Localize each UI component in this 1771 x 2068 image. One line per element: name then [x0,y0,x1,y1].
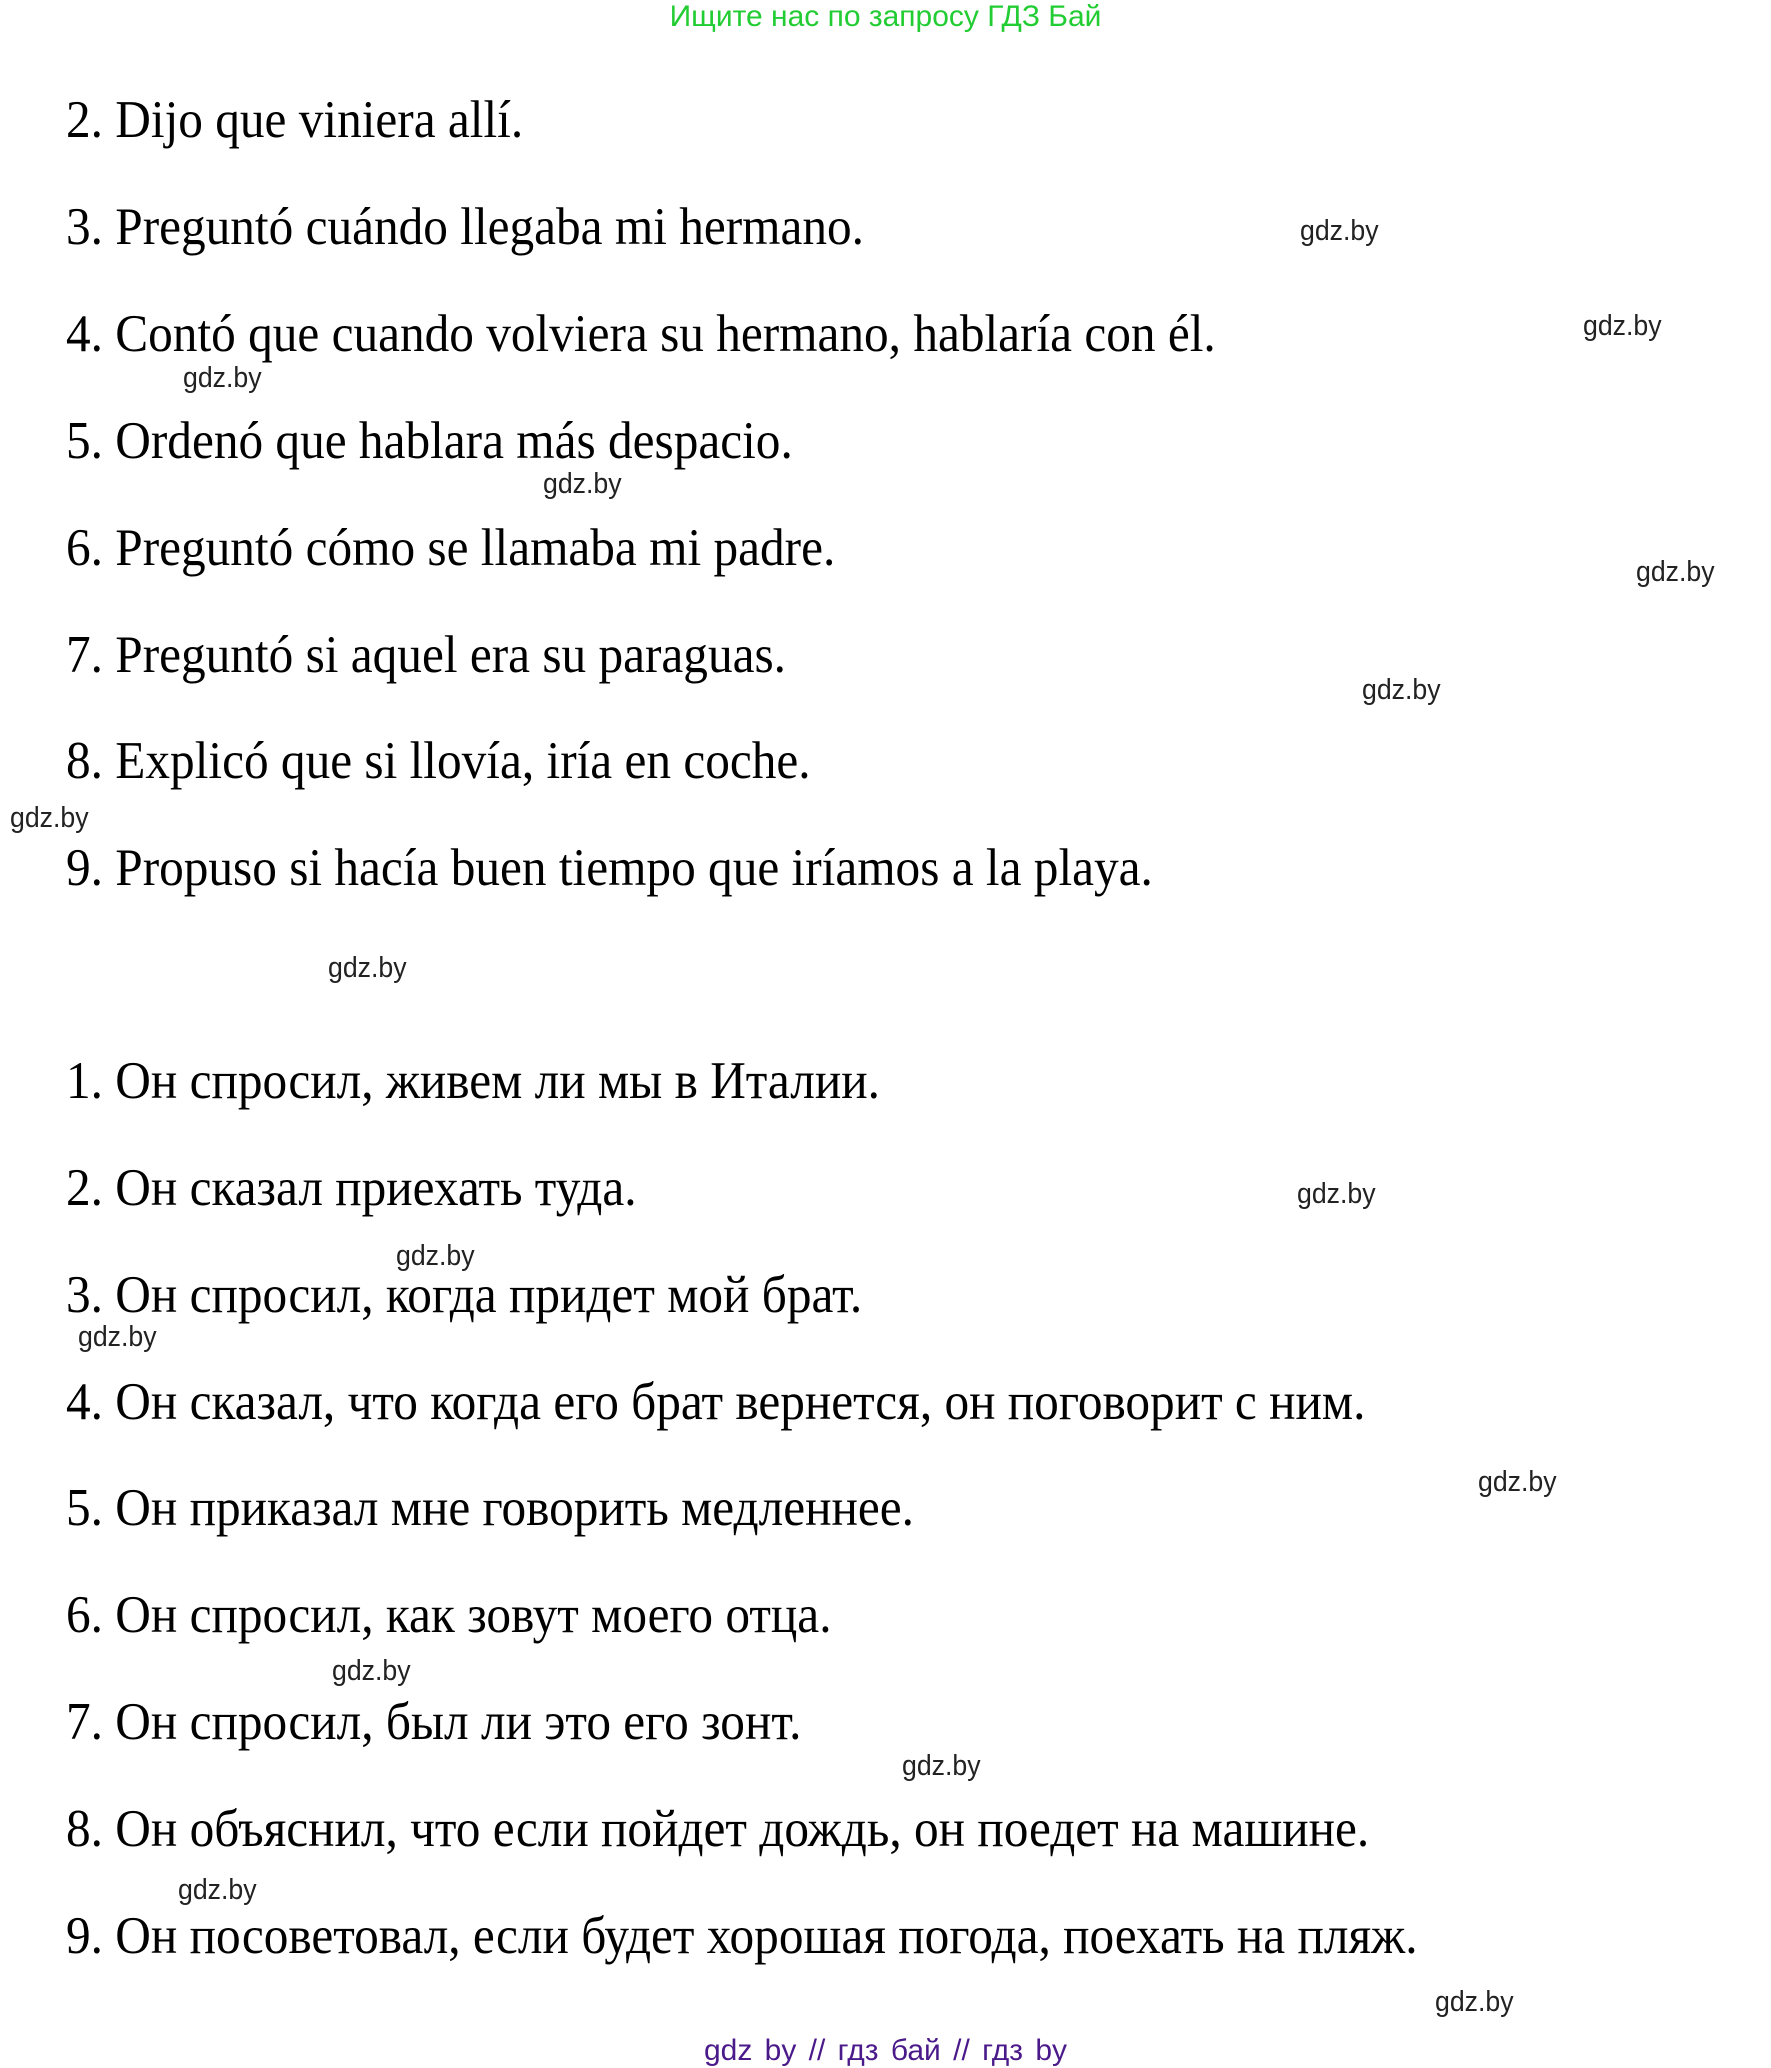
answer-line-ru-4: 4. Он сказал, что когда его брат вернется, он поговорит с ним. [66,1373,1366,1431]
watermark: gdz.by [1583,310,1662,342]
answer-line-es-6: 6. Preguntó cómo se llamaba mi padre. [66,519,836,577]
answer-line-es-4: 4. Contó que cuando volviera su hermano, hablaría con él. [66,305,1216,363]
answer-line-es-5: 5. Ordenó que hablara más despacio. [66,412,793,470]
answer-line-ru-5: 5. Он приказал мне говорить медленнее. [66,1479,914,1537]
watermark: gdz.by [1478,1466,1557,1498]
watermark: gdz.by [1636,556,1715,588]
answer-line-ru-1: 1. Он спросил, живем ли мы в Италии. [66,1052,880,1110]
watermark: gdz.by [178,1874,257,1906]
watermark: gdz.by [396,1240,475,1272]
answer-line-ru-8: 8. Он объяснил, что если пойдет дождь, он поедет на машине. [66,1800,1370,1858]
answer-line-es-7: 7. Preguntó si aquel era su paraguas. [66,626,786,684]
watermark: gdz.by [1297,1178,1376,1210]
watermark: gdz.by [78,1321,157,1353]
answer-line-es-8: 8. Explicó que si llovía, iría en coche. [66,732,811,790]
watermark: gdz.by [332,1655,411,1687]
answer-line-es-9: 9. Propuso si hacía buen tiempo que iríamos a la playa. [66,839,1153,897]
answer-line-ru-9: 9. Он посоветовал, если будет хорошая погода, поехать на пляж. [66,1907,1418,1965]
answer-line-ru-3: 3. Он спросил, когда придет мой брат. [66,1266,863,1324]
answer-line-es-2: 2. Dijo que viniera allí. [66,91,524,149]
watermark: gdz.by [10,802,89,834]
watermark: gdz.by [1300,215,1379,247]
answer-line-ru-6: 6. Он спросил, как зовут моего отца. [66,1586,832,1644]
watermark: gdz.by [1435,1986,1514,2018]
watermark: gdz.by [902,1750,981,1782]
site-footer-links: gdz by // гдз бай // гдз by [703,2034,1068,2067]
answer-line-ru-2: 2. Он сказал приехать туда. [66,1159,637,1217]
watermark: gdz.by [328,952,407,984]
watermark: gdz.by [543,468,622,500]
answer-line-ru-7: 7. Он спросил, был ли это его зонт. [66,1693,802,1751]
site-search-banner: Ищите нас по запросу ГДЗ Бай [669,0,1102,33]
watermark: gdz.by [1362,674,1441,706]
watermark: gdz.by [183,362,262,394]
answer-line-es-3: 3. Preguntó cuándo llegaba mi hermano. [66,198,865,256]
